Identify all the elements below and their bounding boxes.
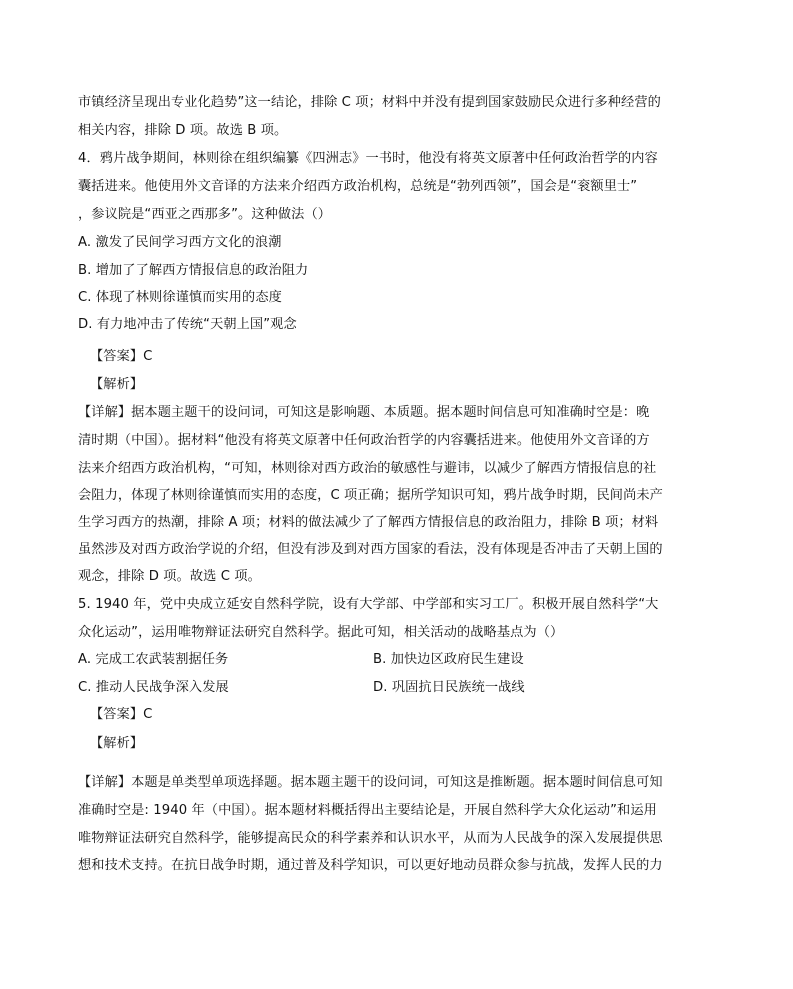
explanation-line: 准确时空是: 1940 年（中国）。据本题材料概括得出主要结论是，开展自然科学大众化运动”和运用 — [78, 803, 657, 818]
explanation-line: 唯物辩证法研究自然科学，能够提高民众的科学素养和认识水平，从而为人民战争的深入发展提供思 — [78, 831, 663, 846]
explanation-line: 生学习西方的热潮，排除 A 项；材料的做法减少了了解西方情报信息的政治阻力，排除 B 项；材料 — [78, 515, 659, 530]
explanation-line: 虽然涉及对西方政治学说的介绍，但没有涉及到对西方国家的看法，没有体现是否冲击了天朝上国的 — [78, 542, 663, 557]
answer-label: 【答案】C — [90, 707, 153, 722]
question-5-option-a: A. 完成工农武装割据任务 — [78, 652, 229, 667]
question-5-option-d: D. 巩固抗日民族统一战线 — [373, 680, 525, 695]
question-5-option-b: B. 加快边区政府民生建设 — [373, 652, 524, 667]
analysis-label: 【解析】 — [90, 736, 144, 751]
question-4-option-d: D. 有力地冲击了传统“天朝上国”观念 — [78, 317, 297, 332]
text-line: 众化运动”，运用唯物辩证法研究自然科学。据此可知，相关活动的战略基点为（） — [78, 625, 564, 640]
question-4-stem: 4．鸦片战争期间，林则徐在组织编纂《四洲志》一书时，他没有将英文原著中任何政治哲学的内容 — [78, 151, 658, 166]
answer-label: 【答案】C — [90, 349, 153, 364]
analysis-label: 【解析】 — [90, 377, 144, 392]
question-5-option-c: C. 推动人民战争深入发展 — [78, 680, 229, 695]
explanation-line: 会阻力，体现了林则徐谨慎而实用的态度，C 项正确；据所学知识可知，鸦片战争时期，民间尚未产 — [78, 488, 663, 503]
explanation-line: 清时期（中国）。据材料“他没有将英文原著中任何政治哲学的内容囊括进来。他使用外文音译的方 — [78, 433, 650, 448]
text-line: 囊括进来。他使用外文音译的方法来介绍西方政治机构，总统是“勃列西领”，国会是“衮额里士” — [78, 179, 638, 194]
explanation-line: 想和技术支持。在抗日战争时期，通过普及科学知识，可以更好地动员群众参与抗战，发挥人民的力 — [78, 858, 663, 873]
text-line: 相关内容，排除 D 项。故选 B 项。 — [78, 123, 288, 138]
question-4-option-a: A. 激发了民间学习西方文化的浪潮 — [78, 235, 282, 250]
question-4-option-b: B. 增加了了解西方情报信息的政治阻力 — [78, 263, 309, 278]
question-4-option-c: C. 体现了林则徐谨慎而实用的态度 — [78, 290, 282, 305]
text-line: ，参议院是“西亚之西那多”。这种做法（） — [78, 207, 332, 222]
explanation-line: 【详解】据本题主题干的设问词，可知这是影响题、本质题。据本题时间信息可知准确时空是：晚 — [78, 405, 650, 420]
question-5-stem: 5. 1940 年，党中央成立延安自然科学院，设有大学部、中学部和实习工厂。积极开展自然科学“大 — [78, 597, 659, 612]
explanation-line: 法来介绍西方政治机构，“可知，林则徐对西方政治的敏感性与避讳，以减少了解西方情报信息的社 — [78, 461, 657, 476]
text-line: 市镇经济呈现出专业化趋势”这一结论，排除 C 项；材料中并没有提到国家鼓励民众进行多种经营的 — [78, 95, 661, 110]
explanation-line: 【详解】本题是单类型单项选择题。据本题主题干的设问词，可知这是推断题。据本题时间信息可知 — [78, 775, 663, 790]
explanation-line: 观念，排除 D 项。故选 C 项。 — [78, 569, 261, 584]
